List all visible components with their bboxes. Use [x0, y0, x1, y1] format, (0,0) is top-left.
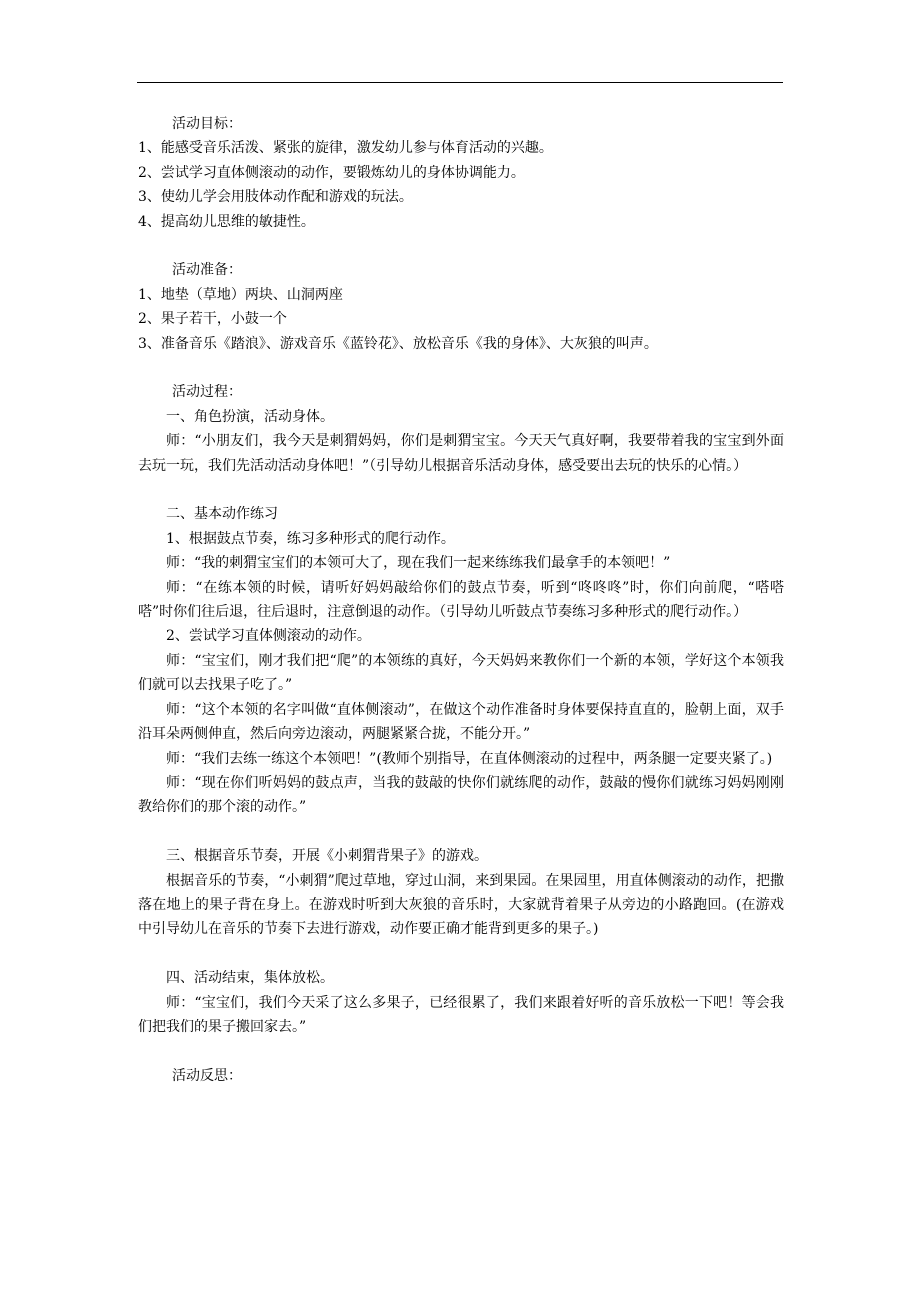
goal-item: 3、使幼儿学会用肢体动作配和游戏的玩法。: [138, 189, 413, 206]
part3-title: 三、根据音乐节奏，开展《小刺猬背果子》的游戏。: [166, 848, 488, 865]
part4-title: 四、活动结束，集体放松。: [166, 970, 334, 987]
goal-item: 1、能感受音乐活泼、紧张的旋律，激发幼儿参与体育活动的兴趣。: [138, 140, 553, 157]
part2-subheading-2: 2、尝试学习直体侧滚动的动作。: [166, 628, 371, 645]
process-heading: 活动过程：: [172, 384, 242, 401]
part3-paragraph: 根据音乐的节奏，“小刺猬”爬过草地，穿过山洞，来到果园。在果园里，用直体侧滚动的动作，把撒落在地上的果子背在身上。在游戏时听到大灰狼的音乐时，大家就背着果子从旁边的小路跑回。(在游戏中引导幼儿在音乐的节奏下去进行游戏，动作要正确才能背到更多的果子。): [138, 872, 784, 938]
preparation-heading: 活动准备：: [172, 262, 242, 279]
part2-title: 二、基本动作练习: [166, 506, 278, 523]
part2-paragraph: 师：“现在你们听妈妈的鼓点声，当我的鼓敲的快你们就练爬的动作，鼓敲的慢你们就练习妈妈刚刚教给你们的那个滚的动作。”: [138, 774, 784, 816]
preparation-list: [138, 283, 784, 356]
part1-title: 一、角色扮演，活动身体。: [166, 408, 334, 425]
goals-heading: 活动目标：: [172, 116, 242, 132]
part2-paragraph: 师：“我的刺猬宝宝们的本领可大了，现在我们一起来练练我们最拿手的本领吧！”: [166, 555, 671, 572]
part2-paragraph: 师：“在练本领的时候，请听好妈妈敲给你们的鼓点节奏，听到“咚咚咚”时，你们向前爬，“嗒嗒嗒”时你们往后退，往后退时，注意倒退的动作。（引导幼儿听鼓点节奏练习多种形式的爬行动作。）: [138, 579, 784, 621]
part2-paragraph: 师：“我们去练一练这个本领吧！”(教师个别指导，在直体侧滚动的过程中，两条腿一定要夹紧了。): [166, 750, 773, 767]
header-rule: [137, 82, 783, 83]
part2-paragraph: 师：“宝宝们，刚才我们把“爬”的本领练的真好，今天妈妈来教你们一个新的本领，学好这个本领我们就可以去找果子吃了。”: [138, 652, 784, 694]
goals-list: [138, 136, 784, 234]
reflection-heading: 活动反思：: [172, 1067, 242, 1084]
preparation-item: 2、果子若干，小鼓一个: [138, 311, 287, 328]
part1-paragraph: 师：“小朋友们，我今天是刺猬妈妈，你们是刺猬宝宝。今天天气真好啊，我要带着我的宝宝到外面去玩一玩，我们先活动活动身体吧！”（引导幼儿根据音乐活动身体，感受要出去玩的快乐的心情。）: [138, 433, 784, 474]
preparation-item: 3、准备音乐《踏浪》、游戏音乐《蓝铃花》、放松音乐《我的身体》、大灰狼的叫声。: [138, 335, 658, 352]
document-body: [138, 112, 784, 1088]
part2-paragraph: 师：“这个本领的名字叫做“直体侧滚动”，在做这个动作准备时身体要保持直直的，脸朝上面，双手沿耳朵两侧伸直，然后向旁边滚动，两腿紧紧合拢，不能分开。”: [138, 701, 784, 743]
goal-item: 4、提高幼儿思维的敏捷性。: [138, 213, 315, 230]
part4-paragraph: 师：“宝宝们，我们今天采了这么多果子，已经很累了，我们来跟着好听的音乐放松一下吧！等会我们把我们的果子搬回家去。”: [138, 994, 784, 1035]
goal-item: 2、尝试学习直体侧滚动的动作，要锻炼幼儿的身体协调能力。: [138, 164, 525, 181]
part2-subheading-1: 1、根据鼓点节奏，练习多种形式的爬行动作。: [166, 530, 455, 547]
preparation-item: 1、地垫（草地）两块、山洞两座: [138, 286, 343, 303]
process-section: [138, 405, 784, 1040]
